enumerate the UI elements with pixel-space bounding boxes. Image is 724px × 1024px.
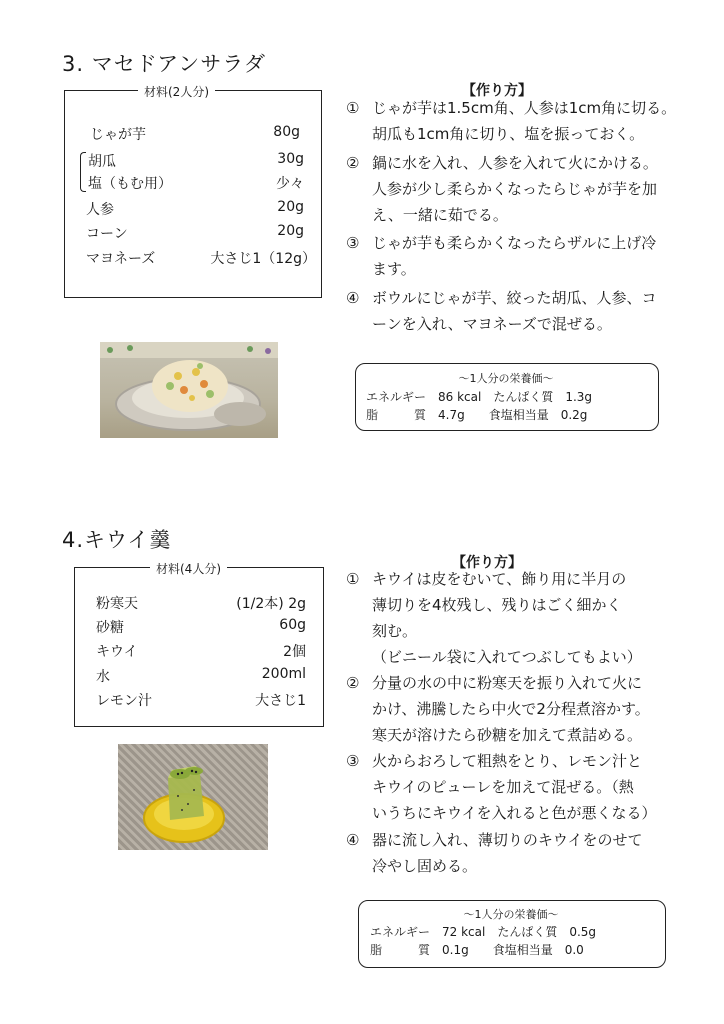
recipe3-ingredient-name: 塩（もむ用） [88, 176, 172, 192]
step-line: 冷やし固める。 [372, 857, 478, 875]
recipe4-title: 4.キウイ羹 [62, 528, 172, 552]
step-line: じゃが芋は1.5cm角、人参は1cm角に切る。 [372, 99, 677, 117]
recipe4-ingredient-amount: 大さじ1 [255, 693, 306, 709]
recipe3-step [346, 150, 658, 228]
recipe4-step [346, 566, 642, 670]
step-line: かけ、沸騰したら中火で2分程煮溶かす。 [372, 700, 650, 718]
step-line: 鍋に水を入れ、人参を入れて火にかける。 [372, 154, 658, 172]
recipe4-ingredient-amount: 60g [279, 617, 306, 633]
step-line: 薄切りを4枚残し、残りはごく細かく [372, 596, 622, 614]
recipe3-ingredient-name: コーン [86, 226, 128, 242]
recipe3-method-heading: 【作り方】 [462, 83, 532, 99]
step-line: え、一緒に茹でる。 [372, 206, 508, 224]
recipe4-nutrition-line: エネルギー 72 kcal たんぱく質 0.5g [370, 925, 597, 939]
recipe4-ingredient-name: キウイ [96, 644, 138, 660]
recipe3-ingredient-amount: 20g [277, 199, 304, 215]
step-number: ① [346, 99, 360, 117]
step-line: キウイのピューレを加えて混ぜる。（熱 [372, 778, 634, 796]
step-line: 寒天が溶けたら砂糖を加えて煮詰める。 [372, 726, 643, 744]
step-number: ② [346, 674, 360, 692]
recipe4-nutrition-line: 脂 質 0.1g 食塩相当量 0.0 [370, 943, 584, 957]
step-number: ③ [346, 234, 360, 252]
recipe3-ingredient-amount: 20g [277, 223, 304, 239]
step-line: 分量の水の中に粉寒天を振り入れて火に [372, 674, 643, 692]
recipe4-ingredient-name: 砂糖 [96, 620, 124, 636]
step-line: 人参が少し柔らかくなったらじゃが芋を加 [372, 180, 658, 198]
recipe3-step [346, 285, 657, 337]
step-line: 刻む。 [372, 622, 418, 640]
recipe4-ingredients-label: 材料(4人分) [150, 560, 227, 577]
recipe4-step [346, 670, 650, 748]
recipe3-ingredient-name: 胡瓜 [88, 154, 116, 170]
step-number: ④ [346, 831, 360, 849]
recipe4-ingredient-name: 粉寒天 [96, 596, 138, 612]
recipe3-step [346, 95, 676, 147]
recipe4-method-heading: 【作り方】 [452, 555, 522, 571]
recipe3-ingredient-amount: 少々 [276, 176, 304, 192]
recipe4-step [346, 748, 657, 826]
recipe3-ingredient-amount: 80g [273, 124, 300, 140]
step-line: ボウルにじゃが芋、絞った胡瓜、人参、コ [372, 289, 657, 307]
step-line: ーンを入れ、マヨネーズで混ぜる。 [372, 315, 612, 333]
step-line: 胡瓜も1cm角に切り、塩を振っておく。 [372, 125, 645, 143]
recipe4-step [346, 827, 642, 879]
salad-photo-drawing [100, 342, 278, 438]
recipe4-ingredient-amount: 2個 [283, 644, 306, 660]
step-line: キウイは皮をむいて、飾り用に半月の [372, 570, 627, 588]
recipe3-step [346, 230, 656, 282]
kiwi-jelly-photo-drawing [118, 744, 268, 850]
salad-photo [100, 342, 278, 438]
step-line: ます。 [372, 260, 416, 278]
step-line: いうちにキウイを入れると色が悪くなる） [372, 804, 657, 822]
step-line: じゃが芋も柔らかくなったらザルに上げ冷 [372, 234, 657, 252]
kiwi-jelly-photo [118, 744, 268, 850]
recipe3-nutrition-title: ～1人分の栄養価～ [458, 372, 554, 385]
recipe4-ingredient-name: レモン汁 [96, 693, 152, 709]
recipe3-ingredients-label: 材料(2人分) [138, 83, 215, 100]
recipe4-nutrition-title: ～1人分の栄養価～ [463, 908, 559, 921]
step-line: 器に流し入れ、薄切りのキウイをのせて [372, 831, 643, 849]
recipe3-ingredient-name: じゃが芋 [90, 127, 146, 143]
recipe4-ingredient-amount: (1/2本) 2g [236, 596, 306, 612]
recipe4-ingredient-amount: 200ml [261, 666, 306, 682]
recipe3-nutrition-line: エネルギー 86 kcal たんぱく質 1.3g [366, 390, 593, 404]
recipe3-nutrition-line: 脂 質 4.7g 食塩相当量 0.2g [366, 408, 588, 422]
step-number: ③ [346, 752, 360, 770]
recipe3-cucumber-bracket [80, 152, 86, 192]
recipe3-ingredient-amount: 大さじ1（12g） [210, 251, 316, 267]
step-number: ① [346, 570, 360, 588]
recipe4-ingredient-name: 水 [96, 669, 110, 685]
recipe3-ingredient-name: 人参 [86, 202, 114, 218]
recipe3-title: 3. マセドアンサラダ [62, 52, 267, 76]
step-number: ② [346, 154, 360, 172]
step-line: （ビニール袋に入れてつぶしてもよい） [372, 648, 642, 666]
step-line: 火からおろして粗熱をとり、レモン汁と [372, 752, 643, 770]
recipe3-ingredient-name: マヨネーズ [86, 251, 156, 267]
step-number: ④ [346, 289, 360, 307]
recipe3-ingredient-amount: 30g [277, 151, 304, 167]
